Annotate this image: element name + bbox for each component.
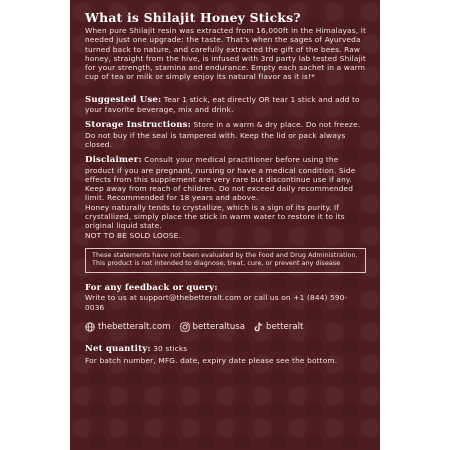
disclaimer-text: Consult your medical practitioner before using the product if you are pregnant, nursing or have a medical condition. Side effects from this supplement are very rare but discontinue use if any. Keep away from reach of children. Do not exceed daily recommended limit. Recommended for 18 years and above. <box>85 155 356 203</box>
batch-info-text: For batch number, MFG. date, expiry date please see the bottom. <box>85 356 338 366</box>
disclaimer-heading: Disclaimer: <box>85 155 142 166</box>
disclaimer-section <box>85 155 366 202</box>
net-quantity-value: 30 sticks <box>153 343 188 353</box>
feedback-section <box>85 283 366 293</box>
not-loose-text: NOT TO BE SOLD LOOSE. <box>85 230 181 240</box>
product-label-panel <box>70 0 380 450</box>
social-links <box>85 322 366 332</box>
suggested-use-text: Tear 1 stick, eat directly OR tear 1 stick and add to your favorite beverage, mix and drink. <box>85 94 360 115</box>
suggested-use-section <box>85 95 366 115</box>
tiktok-text: betteralt <box>266 321 304 332</box>
storage-section <box>85 120 366 149</box>
instagram-icon <box>180 322 190 332</box>
instagram-link[interactable] <box>180 322 246 332</box>
crystallize-text: Honey naturally tends to crystallize, which is a sign of its purity. If crystallized, simply place the stick in warm water to restore it to its original liquid state. <box>85 202 345 231</box>
feedback-text: Write to us at support@thebetteralt.com or call us on +1 (844) 590-0036 <box>85 293 348 312</box>
net-quantity-heading: Net quantity: <box>85 343 151 354</box>
suggested-use-heading: Suggested Use: <box>85 94 162 105</box>
net-quantity-section <box>85 344 366 354</box>
tiktok-icon <box>254 322 263 332</box>
instagram-text: betteraltusa <box>192 321 246 332</box>
website-link[interactable] <box>85 322 171 332</box>
storage-text: Store in a warm & dry place. Do not freeze. Do not buy if the seal is tampered with. Keep the lid or pack always closed. <box>85 120 361 149</box>
website-text: thebetteralt.com <box>98 321 171 332</box>
fda-notice-box: These statements have not been evaluated by the Food and Drug Administration. This product is not intended to diagnose, treat, cure, or prevent any disease <box>85 248 366 273</box>
globe-icon <box>85 322 95 332</box>
feedback-heading: For any feedback or query: <box>85 282 218 293</box>
storage-heading: Storage Instructions: <box>85 120 191 131</box>
tiktok-link[interactable] <box>254 322 303 332</box>
intro-paragraph: When pure Shilajit resin was extracted from 16,000ft in the Himalayas, it needed just one upgrade: the taste. That's when the sages of Ayurveda turned back to nature, and carefully extracted the gift of the bees. Raw honey, straight from the hive, is infused with 3rd party lab tested Shilajit for your strength, stamina and endurance. Empty each sachet in a warm cup of tea or milk or simply enjoy its natural flavor as it is!* <box>85 26 366 82</box>
label-title: What is Shilajit Honey Sticks? <box>85 10 301 25</box>
